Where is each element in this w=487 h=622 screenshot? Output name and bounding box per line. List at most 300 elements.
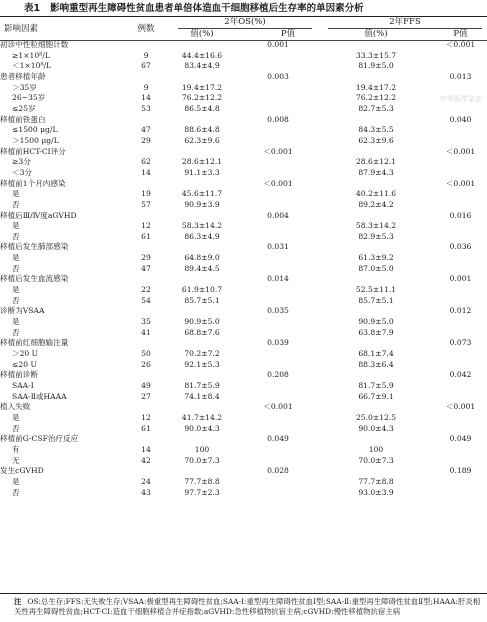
cell-os-value xyxy=(166,370,238,381)
table-row-level xyxy=(0,456,487,467)
cell-cases xyxy=(126,115,166,126)
cell-os-value: 28.6±12.1 xyxy=(181,157,223,167)
cell-os-value xyxy=(166,338,238,349)
cell-os-value xyxy=(166,179,238,190)
table-row-factor xyxy=(0,370,487,381)
cell-os-p xyxy=(238,360,318,371)
table-row-level xyxy=(0,285,487,296)
cell-ffs-value: 25.0±12.5 xyxy=(355,412,397,422)
table-row-level xyxy=(0,104,487,115)
table-row-level xyxy=(0,232,487,243)
cell-ffs-value: 40.2±11.6 xyxy=(355,189,397,199)
cell-cases: 9 xyxy=(143,50,149,60)
cell-ffs-value xyxy=(318,115,434,126)
cell-ffs-value xyxy=(318,147,434,158)
header-factor: 影响因素 xyxy=(4,24,39,34)
cell-os-p xyxy=(238,253,318,264)
cell-os-p xyxy=(238,264,318,275)
cell-ffs-p xyxy=(434,413,487,424)
cell-factor: 移植前G-CSF治疗反应 xyxy=(0,434,79,444)
cell-ffs-value: 63.8±7.9 xyxy=(358,327,394,337)
cell-factor: ≥1×10⁸/L xyxy=(12,50,50,60)
table-row-factor xyxy=(0,274,487,285)
cell-ffs-value: 58.3±14.2 xyxy=(355,221,397,231)
cell-ffs-p xyxy=(434,61,487,72)
cell-ffs-p xyxy=(434,381,487,392)
cell-cases: 9 xyxy=(143,82,149,92)
cell-ffs-value xyxy=(318,306,434,317)
cell-cases xyxy=(126,211,166,222)
cell-factor: 否 xyxy=(12,199,20,209)
cell-os-p xyxy=(238,51,318,62)
cell-ffs-p xyxy=(434,445,487,456)
cell-os-value: 76.2±12.2 xyxy=(181,93,223,103)
cell-os-value: 61.9±10.7 xyxy=(181,285,223,295)
cell-os-value xyxy=(166,147,238,158)
cell-os-p xyxy=(238,232,318,243)
cell-os-p xyxy=(238,349,318,360)
cell-factor: 有 xyxy=(12,444,20,454)
header-ffs-group: 2年FFS xyxy=(389,17,421,27)
cell-os-p xyxy=(238,61,318,72)
cell-os-value: 70.2±7.2 xyxy=(184,349,220,359)
table-row-level xyxy=(0,317,487,328)
cell-cases: 61 xyxy=(141,423,151,433)
cell-ffs-value: 61.3±9.2 xyxy=(358,253,394,263)
cell-os-p: 0.028 xyxy=(267,466,289,476)
cell-os-value xyxy=(166,242,238,253)
cell-factor: 是 xyxy=(12,285,20,295)
cell-ffs-value xyxy=(318,179,434,190)
cell-os-value: 100 xyxy=(194,444,210,454)
cell-ffs-value: 87.0±5.0 xyxy=(358,263,394,273)
cell-os-value xyxy=(166,40,238,51)
table-row-level xyxy=(0,136,487,147)
cell-ffs-value: 85.7±5.1 xyxy=(358,295,394,305)
cell-ffs-p xyxy=(434,232,487,243)
header-ffs-p: P值 xyxy=(453,29,468,39)
cell-factor: 否 xyxy=(12,263,20,273)
cell-os-value xyxy=(166,466,238,477)
cell-os-value: 77.7±8.8 xyxy=(184,476,220,486)
cell-os-value: 62.3±9.6 xyxy=(184,135,220,145)
table-row-factor xyxy=(0,242,487,253)
cell-os-p xyxy=(238,136,318,147)
cell-os-value xyxy=(166,274,238,285)
cell-cases: 22 xyxy=(141,285,151,295)
cell-cases: 12 xyxy=(141,221,151,231)
cell-ffs-value: 82.7±5.3 xyxy=(358,103,394,113)
cell-os-value: 91.1±3.3 xyxy=(184,167,220,177)
cell-ffs-value: 62.3±9.6 xyxy=(358,135,394,145)
cell-ffs-value xyxy=(318,370,434,381)
table-row-level xyxy=(0,253,487,264)
cell-factor: 是 xyxy=(12,221,20,231)
table-row-factor xyxy=(0,211,487,222)
cell-ffs-value xyxy=(318,338,434,349)
cell-factor: 是 xyxy=(12,412,20,422)
cell-os-value: 92.1±5.3 xyxy=(184,359,220,369)
cell-ffs-value: 70.0±7.3 xyxy=(358,455,394,465)
cell-cases: 54 xyxy=(141,295,151,305)
cell-ffs-value xyxy=(318,274,434,285)
table-row-factor xyxy=(0,115,487,126)
cell-ffs-value: 90.9±5.0 xyxy=(358,317,394,327)
cell-os-value xyxy=(166,434,238,445)
cell-os-value xyxy=(166,306,238,317)
cell-factor: 是 xyxy=(12,253,20,263)
cell-ffs-p xyxy=(434,104,487,115)
cell-cases: 24 xyxy=(141,476,151,486)
table-row-level xyxy=(0,413,487,424)
cell-ffs-value: 81.9±5.0 xyxy=(358,61,394,71)
cell-factor: 移植前1个月内感染 xyxy=(0,178,66,188)
cell-os-value: 81.7±5.9 xyxy=(184,381,220,390)
cell-ffs-p: 0.073 xyxy=(449,338,472,348)
cell-os-p: 0.004 xyxy=(267,210,289,220)
cell-cases: 43 xyxy=(141,487,151,497)
cell-os-p xyxy=(238,413,318,424)
cell-ffs-p xyxy=(434,349,487,360)
table-row-level xyxy=(0,381,487,392)
cell-os-p xyxy=(238,317,318,328)
cell-factor: 否 xyxy=(12,423,20,433)
cell-ffs-p xyxy=(434,157,487,168)
cell-ffs-p xyxy=(434,253,487,264)
cell-cases xyxy=(126,72,166,83)
cell-os-p xyxy=(238,445,318,456)
cell-factor: 移植后发生肺部感染 xyxy=(0,242,69,252)
cell-os-p: 0.003 xyxy=(267,71,289,81)
cell-factor: 26~35岁 xyxy=(12,93,46,103)
table-caption xyxy=(24,3,479,15)
cell-ffs-p xyxy=(434,360,487,371)
cell-factor: ≤20 U xyxy=(12,359,37,369)
cell-os-value: 68.8±7.6 xyxy=(184,327,220,337)
cell-cases xyxy=(126,179,166,190)
cell-cases: 67 xyxy=(141,61,151,71)
cell-ffs-value: 77.7±8.8 xyxy=(358,476,394,486)
cell-cases: 26 xyxy=(141,359,151,369)
cell-os-p xyxy=(238,477,318,488)
cell-ffs-value: 82.9±5.3 xyxy=(358,231,394,241)
cell-os-p xyxy=(238,456,318,467)
header-ffs-value: 值(%) xyxy=(364,29,388,39)
cell-ffs-p: ＜0.001 xyxy=(445,402,476,412)
table-row-level xyxy=(0,168,487,179)
cell-factor: ＞35岁 xyxy=(12,82,37,92)
table-row-level xyxy=(0,488,487,499)
footnote-text: OS:总生存;FFS:无失败生存;VSAA:极重型再生障碍性贫血;SAA-Ⅰ:重型再生障碍性贫血Ⅰ型;SAA-Ⅱ:重型再生障碍性贫血Ⅱ型;HAAA:肝炎相关性再生障碍性贫血;HCT-CI:造血干细胞移植合并症指数;aGVHD:急性移植物抗宿主病;cGVHD:慢性移植物抗宿主病 xyxy=(14,597,481,616)
cell-os-value: 90.9±5.0 xyxy=(184,317,220,327)
table-row-level xyxy=(0,360,487,371)
cell-factor: 否 xyxy=(12,295,20,305)
table-row-factor xyxy=(0,338,487,349)
cell-ffs-value: 28.6±12.1 xyxy=(355,157,397,167)
cell-factor: 移植前铁蛋白 xyxy=(0,114,46,124)
cell-os-p: 0.014 xyxy=(267,274,289,284)
cell-os-value: 70.0±7.3 xyxy=(184,455,220,465)
table-row-factor xyxy=(0,434,487,445)
cell-os-value xyxy=(166,402,238,413)
table-number: 表1 xyxy=(24,3,41,14)
header-os-group: 2年OS(%) xyxy=(224,17,266,27)
cell-os-p: ＜0.001 xyxy=(263,402,293,412)
cell-os-p: 0.208 xyxy=(267,370,289,380)
cell-ffs-value: 87.9±4.3 xyxy=(358,167,394,177)
cell-cases: 47 xyxy=(141,125,151,135)
cell-ffs-p xyxy=(434,168,487,179)
cell-factor: 否 xyxy=(12,231,20,241)
cell-ffs-p: 0.012 xyxy=(449,306,472,316)
cell-ffs-value: 68.1±7.4 xyxy=(358,349,394,359)
cell-ffs-value xyxy=(318,402,434,413)
cell-os-p xyxy=(238,424,318,435)
cell-cases: 41 xyxy=(141,327,151,337)
cell-os-value: 45.6±11.7 xyxy=(181,189,223,199)
cell-cases: 62 xyxy=(141,157,151,167)
table-row-level xyxy=(0,157,487,168)
cell-factor: 初诊中性粒细胞计数 xyxy=(0,40,69,49)
table-row-factor xyxy=(0,147,487,158)
cell-ffs-p xyxy=(434,328,487,339)
cell-os-value: 89.4±4.5 xyxy=(184,263,220,273)
cell-ffs-p xyxy=(434,488,487,499)
table-row-level xyxy=(0,189,487,200)
cell-cases xyxy=(126,242,166,253)
table-row-level xyxy=(0,349,487,360)
cell-ffs-p: 0.013 xyxy=(449,71,472,81)
table-row-level xyxy=(0,125,487,136)
table-row-level xyxy=(0,328,487,339)
cell-ffs-value: 81.7±5.9 xyxy=(358,381,394,390)
cell-factor: SAA-Ⅰ xyxy=(12,381,34,390)
cell-factor: ＞1500 μg/L xyxy=(12,135,59,145)
table-row-level xyxy=(0,296,487,307)
cell-ffs-value: 100 xyxy=(368,444,384,454)
cell-ffs-p xyxy=(434,83,487,94)
cell-ffs-p: ＜0.001 xyxy=(445,178,476,188)
cell-ffs-p xyxy=(434,264,487,275)
cell-ffs-p xyxy=(434,136,487,147)
cell-os-value: 90.0±4.3 xyxy=(184,423,220,433)
cell-ffs-value: 84.3±5.5 xyxy=(358,125,394,135)
cell-os-value: 86.5±4.8 xyxy=(184,103,220,113)
cell-cases: 27 xyxy=(141,391,151,401)
cell-ffs-value xyxy=(318,242,434,253)
cell-os-p xyxy=(238,488,318,499)
cell-cases xyxy=(126,147,166,158)
cell-factor: 无 xyxy=(12,455,20,465)
cell-os-value: 86.3±4.9 xyxy=(184,231,220,241)
table-row-level xyxy=(0,264,487,275)
cell-cases: 49 xyxy=(141,381,151,390)
cell-os-p xyxy=(238,189,318,200)
cell-cases xyxy=(126,466,166,477)
cell-cases xyxy=(126,306,166,317)
cell-ffs-value: 66.7±9.1 xyxy=(358,391,394,401)
cell-ffs-p: 0.040 xyxy=(449,114,472,124)
table-row-factor xyxy=(0,179,487,190)
cell-ffs-p xyxy=(434,51,487,62)
cell-cases: 14 xyxy=(141,167,151,177)
table-row-factor xyxy=(0,466,487,477)
cell-os-p xyxy=(238,285,318,296)
cell-cases: 50 xyxy=(141,349,151,359)
cell-factor: 否 xyxy=(12,327,20,337)
cell-ffs-value: 93.0±3.9 xyxy=(358,487,394,497)
table-row-level xyxy=(0,392,487,403)
cell-ffs-p xyxy=(434,296,487,307)
cell-ffs-p: 0.001 xyxy=(449,274,472,284)
cell-os-p xyxy=(238,83,318,94)
table-row-factor xyxy=(0,306,487,317)
cell-ffs-value xyxy=(318,72,434,83)
table-row-level xyxy=(0,424,487,435)
cell-cases xyxy=(126,338,166,349)
cell-ffs-p: 0.016 xyxy=(449,210,472,220)
cell-ffs-p xyxy=(434,392,487,403)
cell-cases: 29 xyxy=(141,253,151,263)
cell-ffs-value xyxy=(318,211,434,222)
cell-ffs-p xyxy=(434,189,487,200)
cell-factor: 是 xyxy=(12,476,20,486)
cell-os-value: 97.7±2.3 xyxy=(184,487,220,497)
cell-ffs-value: 52.5±11.1 xyxy=(355,285,397,295)
cell-ffs-p xyxy=(434,200,487,211)
cell-cases xyxy=(126,402,166,413)
table-row-level xyxy=(0,83,487,94)
cell-os-value xyxy=(166,72,238,83)
cell-factor: 是 xyxy=(12,189,20,199)
cell-cases: 57 xyxy=(141,199,151,209)
table-title: 影响重型再生障碍性贫血患者单倍体造血干细胞移植后生存率的单因素分析 xyxy=(50,3,364,14)
cell-os-p xyxy=(238,157,318,168)
cell-os-value: 74.1±8.4 xyxy=(184,391,220,401)
cell-ffs-p xyxy=(434,221,487,232)
cell-ffs-p: 0.036 xyxy=(449,242,472,252)
cell-factor: 否 xyxy=(12,487,20,497)
cell-cases: 12 xyxy=(141,412,151,422)
table-row-factor xyxy=(0,402,487,413)
cell-ffs-value: 89.2±4.2 xyxy=(358,199,394,209)
cell-factor: 移植后发生血流感染 xyxy=(0,274,69,284)
cell-os-p xyxy=(238,168,318,179)
table-row-level xyxy=(0,477,487,488)
cell-ffs-p xyxy=(434,125,487,136)
cell-os-value: 19.4±17.2 xyxy=(181,82,223,92)
table-row-level xyxy=(0,221,487,232)
header-os-p: P值 xyxy=(280,29,296,39)
cell-cases: 47 xyxy=(141,263,151,273)
cell-ffs-p: ＜0.001 xyxy=(445,40,476,49)
cell-os-p: ＜0.001 xyxy=(263,146,293,156)
cell-ffs-p xyxy=(434,424,487,435)
cell-cases xyxy=(126,40,166,51)
cell-ffs-p: 0.189 xyxy=(449,466,472,476)
cell-cases: 53 xyxy=(141,103,151,113)
cell-factor: 植入失败 xyxy=(0,402,31,412)
cell-ffs-value xyxy=(318,434,434,445)
cell-factor: ＜1×10⁸/L xyxy=(12,61,52,71)
cell-os-p xyxy=(238,93,318,104)
cell-os-value xyxy=(166,211,238,222)
cell-ffs-value xyxy=(318,40,434,51)
table-row-level xyxy=(0,51,487,62)
cell-os-value: 83.4±4.9 xyxy=(184,61,220,71)
cell-os-p: 0.035 xyxy=(267,306,289,316)
footnote-label: 注 xyxy=(14,597,22,606)
cell-cases: 29 xyxy=(141,135,151,145)
cell-ffs-p xyxy=(434,285,487,296)
table-row-level xyxy=(0,93,487,104)
cell-factor: 诊断为VSAA xyxy=(0,306,45,316)
table-row-factor xyxy=(0,40,487,51)
cell-cases: 35 xyxy=(141,317,151,327)
table-row-factor xyxy=(0,72,487,83)
cell-os-p: 0.039 xyxy=(267,338,289,348)
cell-os-p xyxy=(238,328,318,339)
watermark: 中华医学杂志 xyxy=(440,95,482,103)
table-row-level xyxy=(0,61,487,72)
cell-cases: 14 xyxy=(141,444,151,454)
table-row-level xyxy=(0,445,487,456)
cell-os-value: 64.8±9.0 xyxy=(184,253,220,263)
cell-ffs-p xyxy=(434,317,487,328)
cell-factor: 患者移植年龄 xyxy=(0,71,46,81)
cell-os-value: 41.7±14.2 xyxy=(181,412,223,422)
cell-ffs-value: 76.2±12.2 xyxy=(355,93,397,103)
cell-ffs-p: 0.049 xyxy=(449,434,472,444)
cell-os-p: 0.049 xyxy=(267,434,289,444)
cell-os-p: 0.031 xyxy=(267,242,289,252)
cell-cases: 42 xyxy=(141,455,151,465)
cell-factor: 移植后Ⅲ/Ⅳ度aGVHD xyxy=(0,210,77,220)
cell-ffs-value: 19.4±17.2 xyxy=(355,82,397,92)
cell-factor: 移植前红细胞输注量 xyxy=(0,338,69,348)
cell-os-p xyxy=(238,221,318,232)
cell-os-p: 0.001 xyxy=(267,40,289,49)
cell-ffs-p: ＜0.001 xyxy=(445,146,476,156)
cell-os-p xyxy=(238,125,318,136)
cell-os-value xyxy=(166,115,238,126)
cell-os-p xyxy=(238,104,318,115)
cell-os-value: 85.7±5.1 xyxy=(184,295,220,305)
cell-ffs-value: 90.0±4.3 xyxy=(358,423,394,433)
cell-factor: 移植前HCT-CI评分 xyxy=(0,146,66,156)
cell-cases: 61 xyxy=(141,231,151,241)
table-row-level xyxy=(0,200,487,211)
cell-factor: 是 xyxy=(12,317,20,327)
cell-ffs-value xyxy=(318,466,434,477)
cell-os-value: 58.3±14.2 xyxy=(181,221,223,231)
table-body xyxy=(0,40,487,498)
bottom-rule xyxy=(0,593,487,594)
cell-ffs-value: 88.3±6.4 xyxy=(358,359,394,369)
cell-factor: ＜3分 xyxy=(12,167,33,177)
cell-ffs-p xyxy=(434,456,487,467)
cell-factor: ≤25岁 xyxy=(12,103,36,113)
cell-cases xyxy=(126,370,166,381)
cell-os-p: 0.008 xyxy=(267,114,289,124)
cell-ffs-value: 33.3±15.7 xyxy=(355,50,397,60)
header-os-value: 值(%) xyxy=(190,29,214,39)
cell-ffs-p xyxy=(434,477,487,488)
cell-os-value: 88.6±4.8 xyxy=(184,125,220,135)
cell-os-value: 90.9±3.9 xyxy=(184,199,220,209)
cell-os-p: ＜0.001 xyxy=(263,178,293,188)
cell-cases xyxy=(126,434,166,445)
